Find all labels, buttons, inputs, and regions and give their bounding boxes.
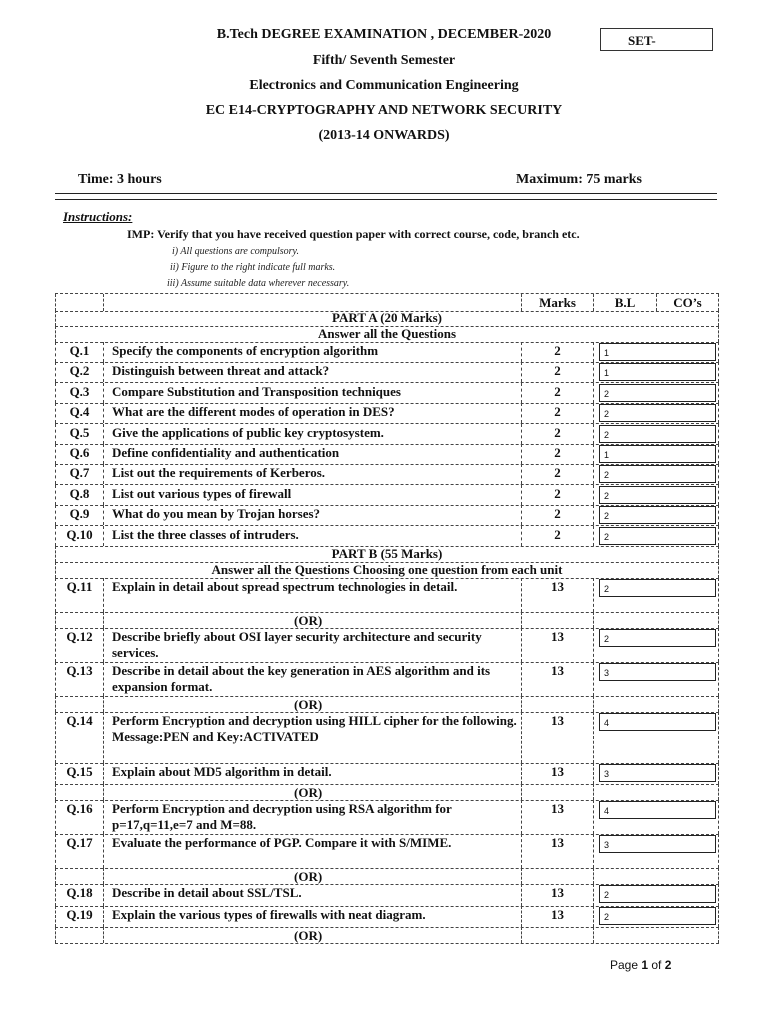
- or-label: (OR): [103, 612, 521, 628]
- question-row: [55, 526, 719, 547]
- question-row: [55, 464, 719, 485]
- set-box: SET-: [600, 28, 713, 51]
- question-marks: 13: [521, 712, 593, 763]
- bl-cell: [593, 485, 719, 505]
- part-a-sub-row: [55, 326, 719, 343]
- question-number: Q.4: [55, 403, 103, 423]
- question-text: Describe briefly about OSI layer security architecture and security services.: [103, 628, 521, 662]
- question-text: List the three classes of intruders.: [103, 526, 521, 546]
- question-text: Explain about MD5 algorithm in detail.: [103, 763, 521, 784]
- bl-value: 2: [599, 384, 716, 402]
- bl-cell: [593, 763, 719, 784]
- bl-cell: [593, 403, 719, 423]
- bl-value: 2: [599, 885, 716, 903]
- question-marks: 2: [521, 464, 593, 484]
- question-number: Q.17: [55, 834, 103, 868]
- question-row: [55, 342, 719, 363]
- question-row: [55, 800, 719, 835]
- question-text: Explain in detail about spread spectrum technologies in detail.: [103, 578, 521, 612]
- question-text: What are the different modes of operation in DES?: [103, 403, 521, 423]
- question-row: [55, 505, 719, 526]
- divider: [55, 199, 717, 200]
- or-label: (OR): [103, 784, 521, 800]
- course-title: EC E14-CRYPTOGRAPHY AND NETWORK SECURITY: [205, 103, 563, 118]
- question-marks: 2: [521, 424, 593, 444]
- question-row: [55, 403, 719, 424]
- question-number: Q.13: [55, 662, 103, 696]
- question-marks: 13: [521, 662, 593, 696]
- question-row: [55, 662, 719, 697]
- part-b-subtitle: Answer all the Questions Choosing one question from each unit: [55, 562, 719, 578]
- question-text: Describe in detail about SSL/TSL.: [103, 884, 521, 906]
- question-number: Q.1: [55, 342, 103, 362]
- question-number: Q.10: [55, 526, 103, 546]
- question-marks: 13: [521, 578, 593, 612]
- or-row: [55, 927, 719, 944]
- or-row: [55, 868, 719, 885]
- regulation: (2013-14 ONWARDS): [318, 128, 450, 143]
- bl-cell: [593, 342, 719, 362]
- question-number: Q.8: [55, 485, 103, 505]
- question-marks: 2: [521, 403, 593, 423]
- bl-value: 2: [599, 506, 716, 524]
- question-number: Q.3: [55, 383, 103, 403]
- bl-cell: [593, 383, 719, 403]
- part-a-subtitle: Answer all the Questions: [55, 326, 719, 342]
- question-text: Describe in detail about the key generation in AES algorithm and its expansion format.: [103, 662, 521, 696]
- bl-value: 2: [599, 527, 716, 545]
- question-number: Q.9: [55, 505, 103, 525]
- question-number: Q.18: [55, 884, 103, 906]
- max-marks-label: Maximum: 75 marks: [516, 172, 642, 187]
- bl-value: 4: [599, 801, 716, 819]
- part-b-title: PART B (55 Marks): [55, 546, 719, 562]
- question-number: Q.11: [55, 578, 103, 612]
- bl-cell: [593, 662, 719, 696]
- bl-cell: [593, 800, 719, 834]
- question-text: Define confidentiality and authentication: [103, 444, 521, 464]
- bl-value: 2: [599, 465, 716, 483]
- question-marks: 13: [521, 906, 593, 927]
- divider: [55, 193, 717, 194]
- question-text: Give the applications of public key cryptosystem.: [103, 424, 521, 444]
- question-number: Q.15: [55, 763, 103, 784]
- question-row: [55, 578, 719, 613]
- department: Electronics and Communication Engineering: [249, 78, 519, 93]
- or-label: (OR): [103, 696, 521, 712]
- bl-value: 2: [599, 907, 716, 925]
- question-number: Q.6: [55, 444, 103, 464]
- bl-cell: [593, 712, 719, 763]
- bl-value: 1: [599, 343, 716, 361]
- question-row: [55, 712, 719, 764]
- bl-value: 4: [599, 713, 716, 731]
- question-number: Q.2: [55, 362, 103, 382]
- question-row: [55, 628, 719, 663]
- question-marks: 2: [521, 362, 593, 382]
- question-row: [55, 834, 719, 869]
- question-text: Specify the components of encryption algorithm: [103, 342, 521, 362]
- bl-value: 2: [599, 629, 716, 647]
- question-text: Evaluate the performance of PGP. Compare it with S/MIME.: [103, 834, 521, 868]
- question-marks: 13: [521, 884, 593, 906]
- question-number: Q.19: [55, 906, 103, 927]
- bl-value: 2: [599, 425, 716, 443]
- bl-value: 1: [599, 363, 716, 381]
- question-text: Distinguish between threat and attack?: [103, 362, 521, 382]
- question-row: [55, 424, 719, 445]
- question-text: List out the requirements of Kerberos.: [103, 464, 521, 484]
- bl-value: 1: [599, 445, 716, 463]
- page-number: Page 1 of 2: [610, 958, 672, 972]
- question-marks: 2: [521, 383, 593, 403]
- question-text: Explain the various types of firewalls with neat diagram.: [103, 906, 521, 927]
- bl-cell: [593, 906, 719, 927]
- question-row: [55, 884, 719, 907]
- bl-cell: [593, 362, 719, 382]
- question-text: Perform Encryption and decryption using HILL cipher for the following. Message:PEN and Key:ACTIVATED: [103, 712, 521, 763]
- bl-value: 2: [599, 404, 716, 422]
- semester: Fifth/ Seventh Semester: [312, 53, 456, 68]
- bl-value: 2: [599, 579, 716, 597]
- bl-cell: [593, 834, 719, 868]
- instruction-item: ii) Figure to the right indicate full marks.: [170, 262, 336, 273]
- instruction-item: iii) Assume suitable data wherever necessary.: [167, 278, 350, 289]
- question-marks: 2: [521, 444, 593, 464]
- instructions-title: Instructions:: [63, 209, 133, 224]
- bl-cell: [593, 578, 719, 612]
- question-row: [55, 906, 719, 928]
- time-label: Time: 3 hours: [78, 172, 162, 187]
- col-bl: B.L: [593, 294, 656, 311]
- question-marks: 13: [521, 834, 593, 868]
- question-row: [55, 362, 719, 383]
- part-a-title: PART A (20 Marks): [55, 310, 719, 326]
- question-marks: 2: [521, 485, 593, 505]
- instruction-item: i) All questions are compulsory.: [172, 246, 299, 257]
- question-row: [55, 485, 719, 506]
- question-text: What do you mean by Trojan horses?: [103, 505, 521, 525]
- bl-cell: [593, 424, 719, 444]
- bl-value: 2: [599, 486, 716, 504]
- question-row: [55, 383, 719, 404]
- bl-cell: [593, 884, 719, 906]
- question-number: Q.7: [55, 464, 103, 484]
- question-row: [55, 763, 719, 785]
- question-marks: 2: [521, 342, 593, 362]
- bl-cell: [593, 444, 719, 464]
- question-number: Q.16: [55, 800, 103, 834]
- or-row: [55, 784, 719, 801]
- col-marks: Marks: [521, 294, 593, 311]
- part-b-title-row: [55, 546, 719, 563]
- bl-value: 3: [599, 835, 716, 853]
- question-row: [55, 444, 719, 465]
- bl-cell: [593, 628, 719, 662]
- question-marks: 13: [521, 800, 593, 834]
- bl-cell: [593, 464, 719, 484]
- imp-note: IMP: Verify that you have received question paper with correct course, code, branch etc.: [127, 227, 580, 241]
- question-text: List out various types of firewall: [103, 485, 521, 505]
- or-label: (OR): [103, 868, 521, 884]
- question-text: Compare Substitution and Transposition techniques: [103, 383, 521, 403]
- bl-value: 3: [599, 764, 716, 782]
- question-text: Perform Encryption and decryption using RSA algorithm for p=17,q=11,e=7 and M=88.: [103, 800, 521, 834]
- question-marks: 13: [521, 628, 593, 662]
- question-marks: 2: [521, 505, 593, 525]
- exam-title: B.Tech DEGREE EXAMINATION , DECEMBER-2020: [216, 27, 552, 42]
- col-co: CO’s: [656, 294, 719, 311]
- question-number: Q.12: [55, 628, 103, 662]
- part-b-sub-row: [55, 562, 719, 579]
- or-row: [55, 696, 719, 713]
- bl-value: 3: [599, 663, 716, 681]
- bl-cell: [593, 505, 719, 525]
- bl-cell: [593, 526, 719, 546]
- question-number: Q.14: [55, 712, 103, 763]
- question-marks: 13: [521, 763, 593, 784]
- or-label: (OR): [103, 927, 521, 943]
- question-number: Q.5: [55, 424, 103, 444]
- question-marks: 2: [521, 526, 593, 546]
- or-row: [55, 612, 719, 629]
- part-a-title-row: [55, 310, 719, 327]
